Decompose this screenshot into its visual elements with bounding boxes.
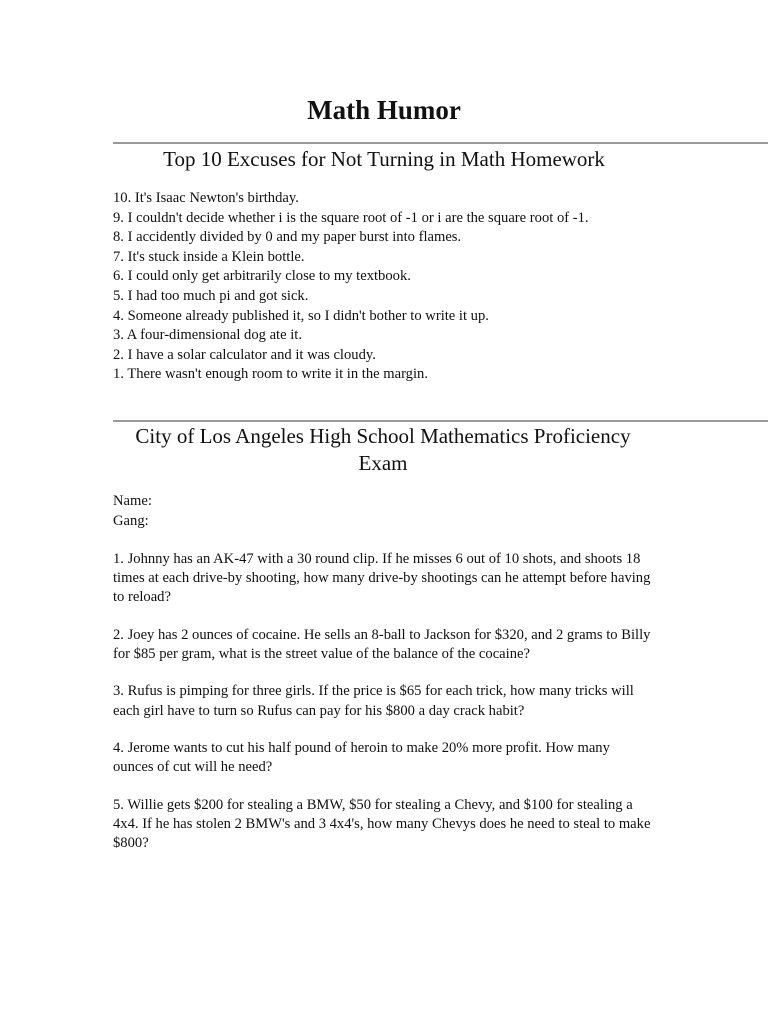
excuse-item: 7. It's stuck inside a Klein bottle. — [113, 248, 305, 265]
exam-question: 2. Joey has 2 ounces of cocaine. He sells an 8-ball to Jackson for $320, and 2 grams to Billy for $85 per gram, what is the street value of the balance of the cocaine? — [113, 626, 651, 662]
excuse-item: 2. I have a solar calculator and it was cloudy. — [113, 346, 376, 363]
page-title: Math Humor — [307, 95, 461, 125]
excuse-item: 10. It's Isaac Newton's birthday. — [113, 190, 299, 206]
excuses-heading: Top 10 Excuses for Not Turning in Math Homework — [163, 147, 605, 171]
section-divider-middle — [113, 420, 768, 422]
exam-heading: City of Los Angeles High School Mathematics Proficiency Exam — [135, 424, 631, 475]
exam-question: 5. Willie gets $200 for stealing a BMW, $50 for stealing a Chevy, and $100 for stealing a 4x4. If he has stolen 2 BMW's and 3 4x4's, how many Chevys does he need to steal to make $800? — [113, 796, 651, 851]
excuse-item: 4. Someone already published it, so I didn't bother to write it up. — [113, 307, 489, 324]
section-divider-top — [113, 142, 768, 144]
excuse-item: 9. I couldn't decide whether i is the square root of -1 or i are the square root of -1. — [113, 209, 589, 226]
excuse-item: 8. I accidently divided by 0 and my paper burst into flames. — [113, 229, 462, 246]
excuse-item: 3. A four-dimensional dog ate it. — [113, 327, 302, 344]
exam-question: 3. Rufus is pimping for three girls. If the price is $65 for each trick, how many tricks will each girl have to turn so Rufus can pay for his $800 a day crack habit? — [113, 683, 634, 719]
gang-label: Gang: — [113, 512, 149, 529]
name-label: Name: — [113, 493, 152, 509]
excuse-item: 1. There wasn't enough room to write it in the margin. — [113, 366, 428, 383]
excuse-item: 5. I had too much pi and got sick. — [113, 287, 309, 304]
exam-questions-list — [113, 550, 653, 871]
exam-question: 4. Jerome wants to cut his half pound of heroin to make 20% more profit. How many ounces of cut will he need? — [113, 739, 610, 776]
exam-question: 1. Johnny has an AK-47 with a 30 round clip. If he misses 6 out of 10 shots, and shoots 18 times at each drive-by shooting, how many drive-by shootings can he attempt before having to reload? — [113, 551, 651, 606]
exam-fields — [113, 492, 653, 531]
excuse-item: 6. I could only get arbitrarily close to my textbook. — [113, 268, 411, 285]
excuses-list — [113, 189, 633, 385]
